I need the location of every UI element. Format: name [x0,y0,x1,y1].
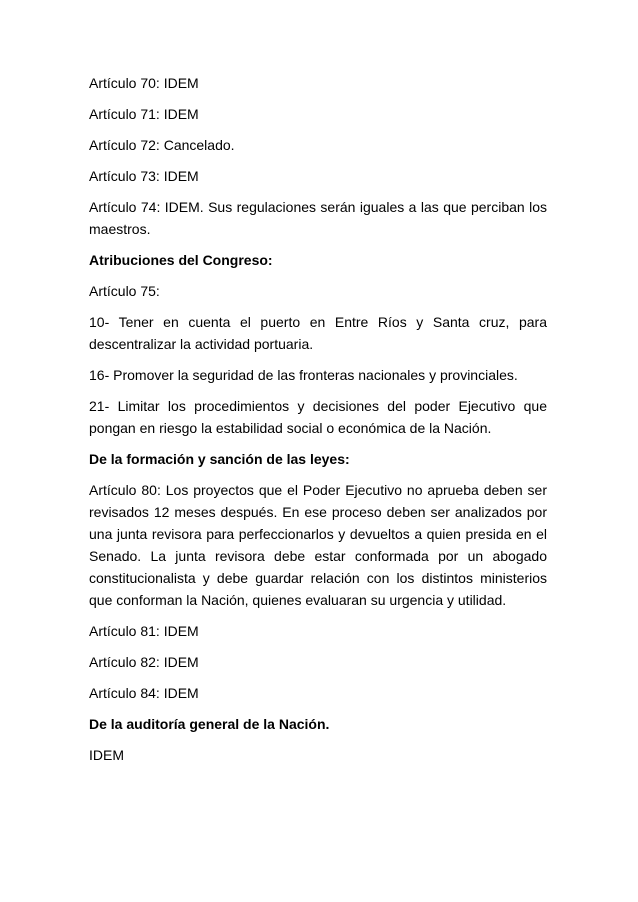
article-82: Artículo 82: IDEM [89,654,199,670]
heading-formacion-sancion-leyes: De la formación y sanción de las leyes: [89,451,350,467]
article-73: Artículo 73: IDEM [89,168,199,184]
heading-atribuciones-congreso: Atribuciones del Congreso: [89,252,273,268]
article-72: Artículo 72: Cancelado. [89,137,235,153]
document-page [89,72,547,775]
article-70: Artículo 70: IDEM [89,75,199,91]
article-84: Artículo 84: IDEM [89,685,199,701]
heading-auditoria-general: De la auditoría general de la Nación. [89,716,330,732]
auditoria-idem: IDEM [89,747,124,763]
article-74: Artículo 74: IDEM. Sus regulaciones serán iguales a las que perciban los maestros. [89,199,547,237]
article-75-item-16: 16- Promover la seguridad de las fronteras nacionales y provinciales. [89,367,518,383]
article-80: Artículo 80: Los proyectos que el Poder Ejecutivo no aprueba deben ser revisados 12 meses después. En ese proceso deben ser analizados por una junta revisora para perfeccionarlos y devueltos a quien presida en el Senado. La junta revisora debe estar conformada por un abogado constitucionalista y debe guardar relación con los distintos ministerios que conforman la Nación, quienes evaluaran su urgencia y utilidad. [89,482,547,608]
article-71: Artículo 71: IDEM [89,106,199,122]
article-75: Artículo 75: [89,283,160,299]
article-81: Artículo 81: IDEM [89,623,199,639]
article-75-item-21: 21- Limitar los procedimientos y decisiones del poder Ejecutivo que pongan en riesgo la estabilidad social o económica de la Nación. [89,398,547,436]
article-75-item-10: 10- Tener en cuenta el puerto en Entre Ríos y Santa cruz, para descentralizar la actividad portuaria. [89,314,547,352]
